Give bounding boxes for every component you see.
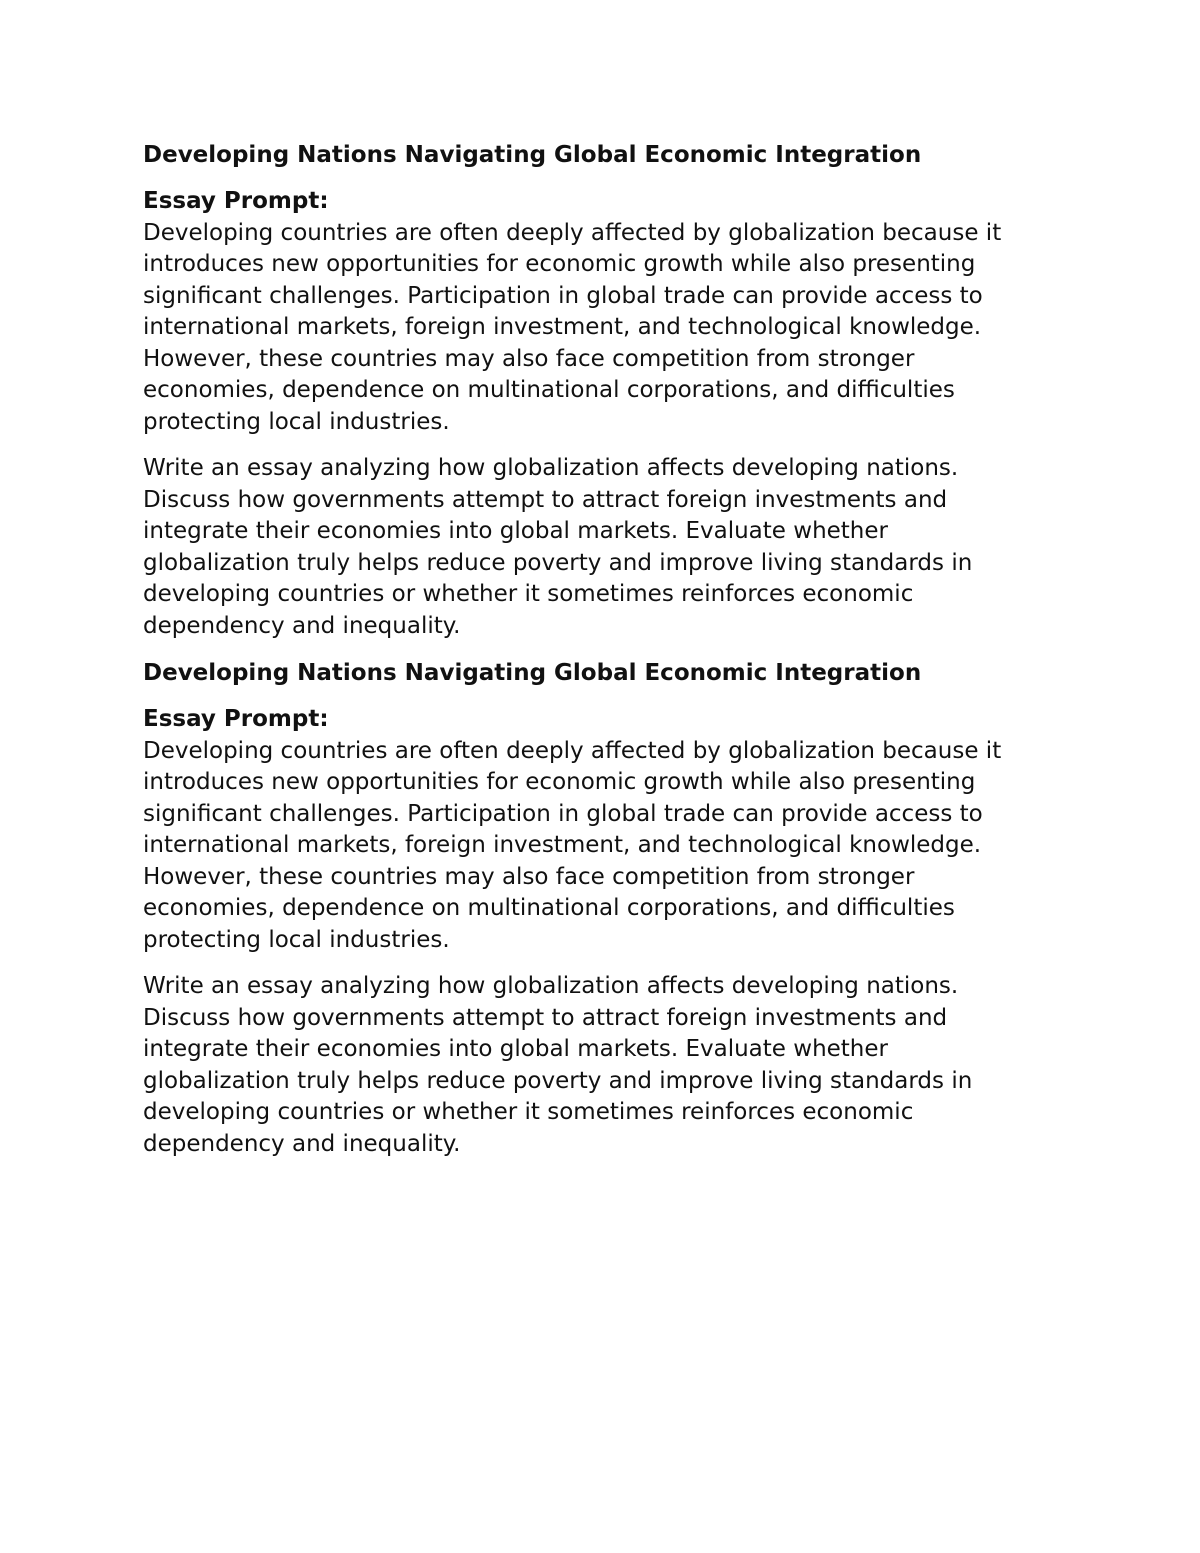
paragraph-line: Developing countries are often deeply affected by globalization because it — [143, 737, 1002, 764]
paragraph-line: protecting local industries. — [143, 408, 450, 435]
document-title: Developing Nations Navigating Global Economic Integration — [143, 142, 922, 168]
paragraph-line: dependency and inequality. — [143, 612, 461, 639]
document-title: Developing Nations Navigating Global Economic Integration — [143, 660, 922, 686]
paragraph-line: significant challenges. Participation in global trade can provide access to — [143, 800, 983, 827]
paragraph-line: integrate their economies into global markets. Evaluate whether — [143, 1036, 888, 1062]
paragraph-line: dependency and inequality. — [143, 1130, 461, 1157]
prompt-paragraph — [143, 218, 1083, 439]
essay-prompt-label: Essay Prompt: — [143, 706, 329, 732]
paragraph-line: international markets, foreign investment, and technological knowledge. — [143, 314, 982, 340]
instruction-paragraph — [143, 453, 1083, 642]
paragraph-line: developing countries or whether it sometimes reinforces economic — [143, 1099, 914, 1125]
paragraph-line: globalization truly helps reduce poverty and improve living standards in — [143, 549, 973, 576]
paragraph-line: Discuss how governments attempt to attract foreign investments and — [143, 486, 948, 513]
document-page — [143, 139, 1083, 1160]
essay-block-1 — [143, 139, 1083, 642]
essay-block-2 — [143, 657, 1083, 1160]
paragraph-line: Write an essay analyzing how globalization affects developing nations. — [143, 973, 959, 999]
prompt-paragraph — [143, 736, 1083, 957]
paragraph-line: Discuss how governments attempt to attract foreign investments and — [143, 1004, 948, 1031]
paragraph-line: globalization truly helps reduce poverty and improve living standards in — [143, 1067, 973, 1094]
paragraph-line: introduces new opportunities for economic growth while also presenting — [143, 769, 976, 795]
paragraph-line: integrate their economies into global markets. Evaluate whether — [143, 518, 888, 544]
paragraph-line: introduces new opportunities for economic growth while also presenting — [143, 251, 976, 277]
paragraph-line: economies, dependence on multinational corporations, and difficulties — [143, 377, 955, 403]
paragraph-line: Developing countries are often deeply affected by globalization because it — [143, 219, 1002, 246]
paragraph-line: protecting local industries. — [143, 926, 450, 953]
paragraph-line: Write an essay analyzing how globalization affects developing nations. — [143, 455, 959, 481]
paragraph-line: However, these countries may also face competition from stronger — [143, 863, 915, 890]
paragraph-line: economies, dependence on multinational corporations, and difficulties — [143, 895, 955, 921]
paragraph-line: developing countries or whether it sometimes reinforces economic — [143, 581, 914, 607]
paragraph-line: significant challenges. Participation in global trade can provide access to — [143, 282, 983, 309]
essay-prompt-label: Essay Prompt: — [143, 188, 329, 214]
paragraph-line: international markets, foreign investment, and technological knowledge. — [143, 832, 982, 858]
instruction-paragraph — [143, 971, 1083, 1160]
paragraph-line: However, these countries may also face competition from stronger — [143, 345, 915, 372]
